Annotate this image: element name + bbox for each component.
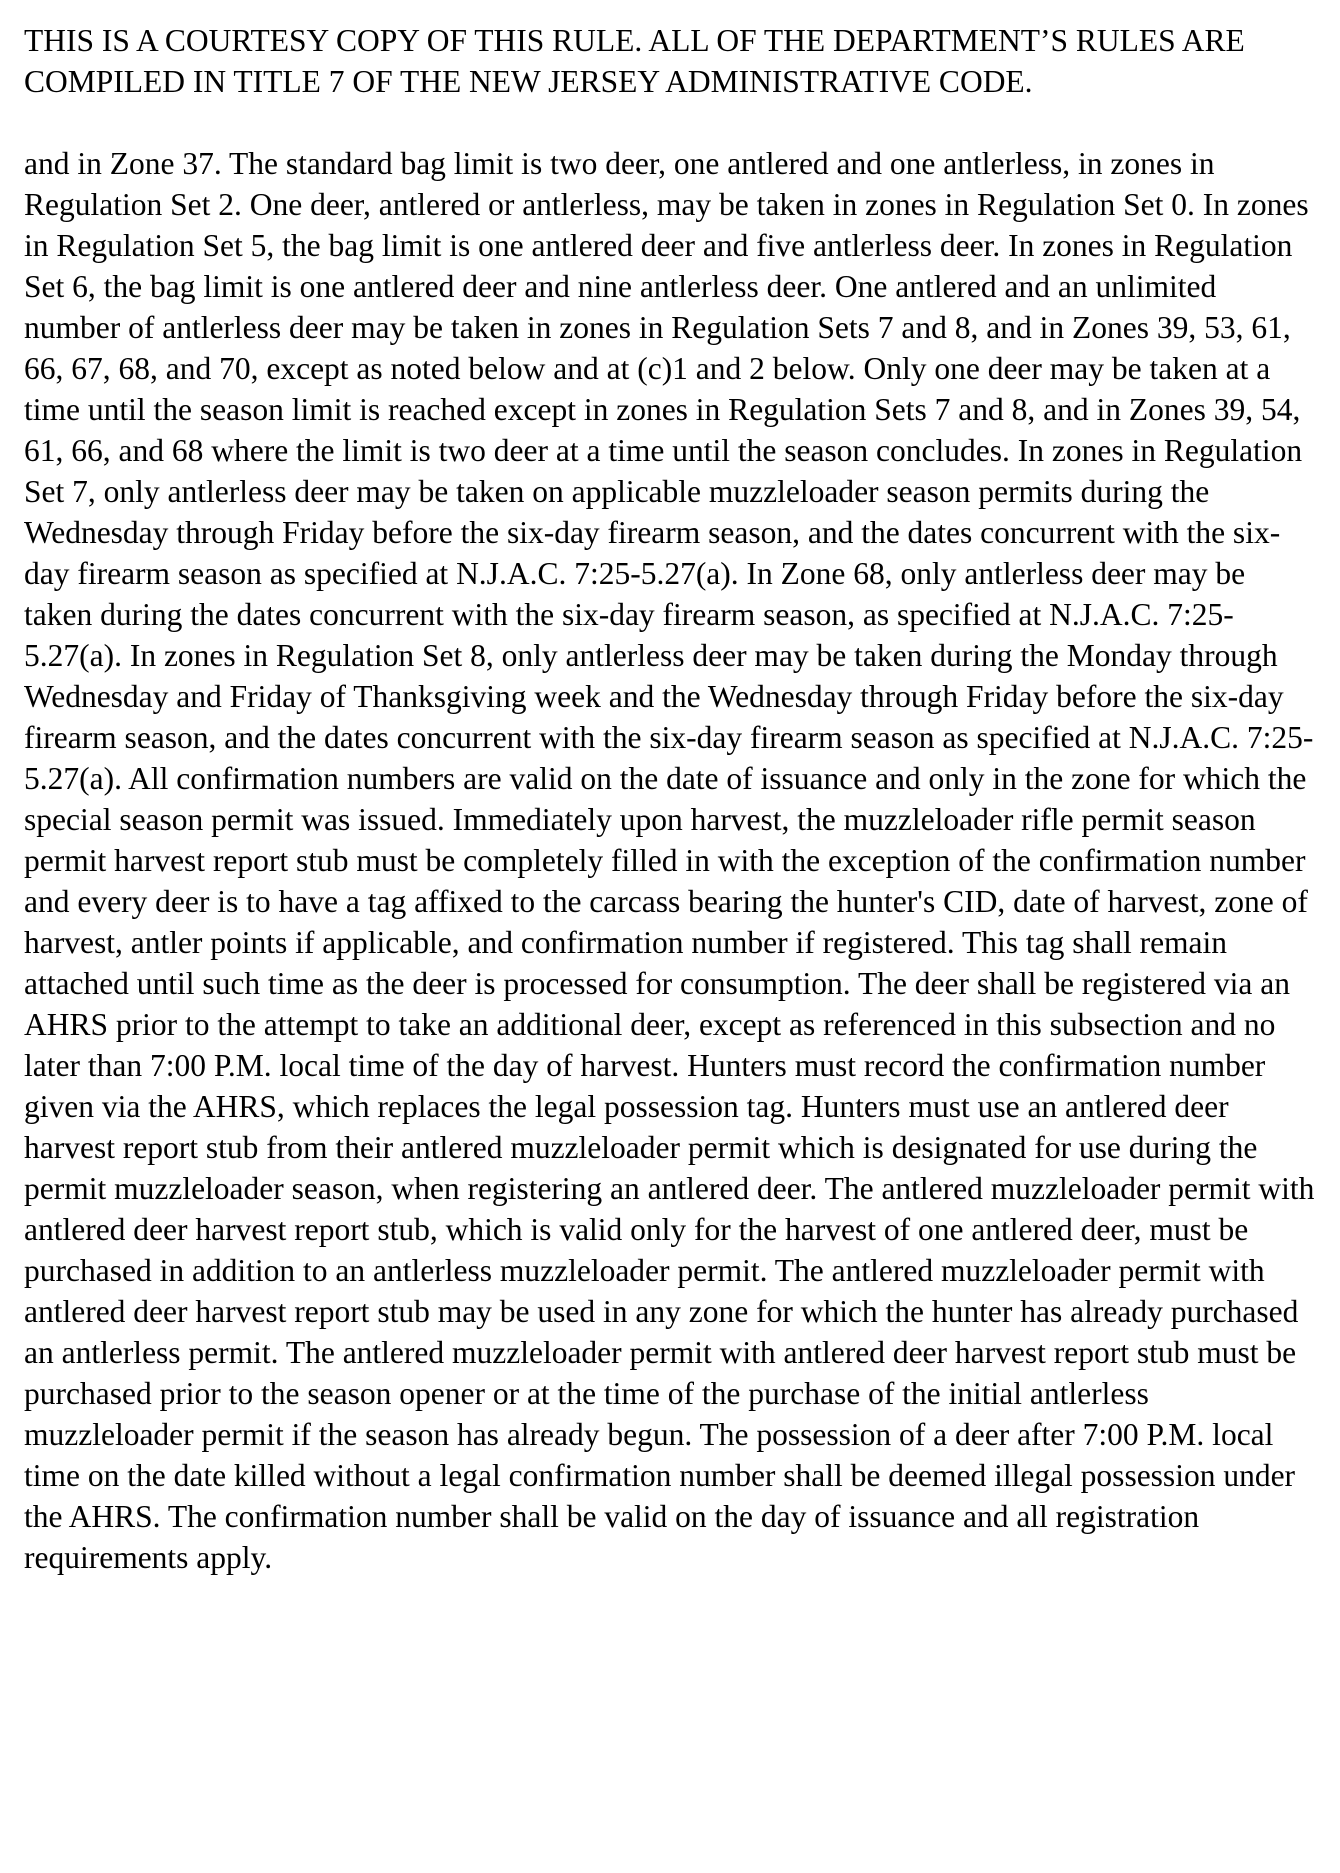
document-page: [24, 20, 1320, 1578]
rule-text-paragraph: and in Zone 37. The standard bag limit is two deer, one antlered and one antlerless, in zones in Regulation Set 2. One deer, antlered or antlerless, may be taken in zones in Regulation Set 0. In zones in Regulation Set 5, the bag limit is one antlered deer and five antlerless deer. In zones in Regulation Set 6, the bag limit is one antlered deer and nine antlerless deer. One antlered and an unlimited number of antlerless deer may be taken in zones in Regulation Sets 7 and 8, and in Zones 39, 53, 61, 66, 67, 68, and 70, except as noted below and at (c)1 and 2 below. Only one deer may be taken at a time until the season limit is reached except in zones in Regulation Sets 7 and 8, and in Zones 39, 54, 61, 66, and 68 where the limit is two deer at a time until the season concludes. In zones in Regulation Set 7, only antlerless deer may be taken on applicable muzzleloader season permits during the Wednesday through Friday before the six-day firearm season, and the dates concurrent with the six-day firearm season as specified at N.J.A.C. 7:25-5.27(a). In Zone 68, only antlerless deer may be taken during the dates concurrent with the six-day firearm season, as specified at N.J.A.C. 7:25-5.27(a). In zones in Regulation Set 8, only antlerless deer may be taken during the Monday through Wednesday and Friday of Thanksgiving week and the Wednesday through Friday before the six-day firearm season, and the dates concurrent with the six-day firearm season as specified at N.J.A.C. 7:25-5.27(a). All confirmation numbers are valid on the date of issuance and only in the zone for which the special season permit was issued. Immediately upon harvest, the muzzleloader rifle permit season permit harvest report stub must be completely filled in with the exception of the confirmation number and every deer is to have a tag affixed to the carcass bearing the hunter's CID, date of harvest, zone of harvest, antler points if applicable, and confirmation number if registered. This tag shall remain attached until such time as the deer is processed for consumption. The deer shall be registered via an AHRS prior to the attempt to take an additional deer, except as referenced in this subsection and no later than 7:00 P.M. local time of the day of harvest. Hunters must record the confirmation number given via the AHRS, which replaces the legal possession tag. Hunters must use an antlered deer harvest report stub from their antlered muzzleloader permit which is designated for use during the permit muzzleloader season, when registering an antlered deer. The antlered muzzleloader permit with antlered deer harvest report stub, which is valid only for the harvest of one antlered deer, must be purchased in addition to an antlerless muzzleloader permit. The antlered muzzleloader permit with antlered deer harvest report stub may be used in any zone for which the hunter has already purchased an antlerless permit. The antlered muzzleloader permit with antlered deer harvest report stub must be purchased prior to the season opener or at the time of the purchase of the initial antlerless muzzleloader permit if the season has already begun. The possession of a deer after 7:00 P.M. local time on the date killed without a legal confirmation number shall be deemed illegal possession under the AHRS. The confirmation number shall be valid on the day of issuance and all registration requirements apply.: [24, 146, 1315, 1575]
courtesy-copy-notice: THIS IS A COURTESY COPY OF THIS RULE. ALL OF THE DEPARTMENT’S RULES ARE COMPILED IN TITLE 7 OF THE NEW JERSEY ADMINISTRATIVE CODE.: [24, 23, 1245, 99]
